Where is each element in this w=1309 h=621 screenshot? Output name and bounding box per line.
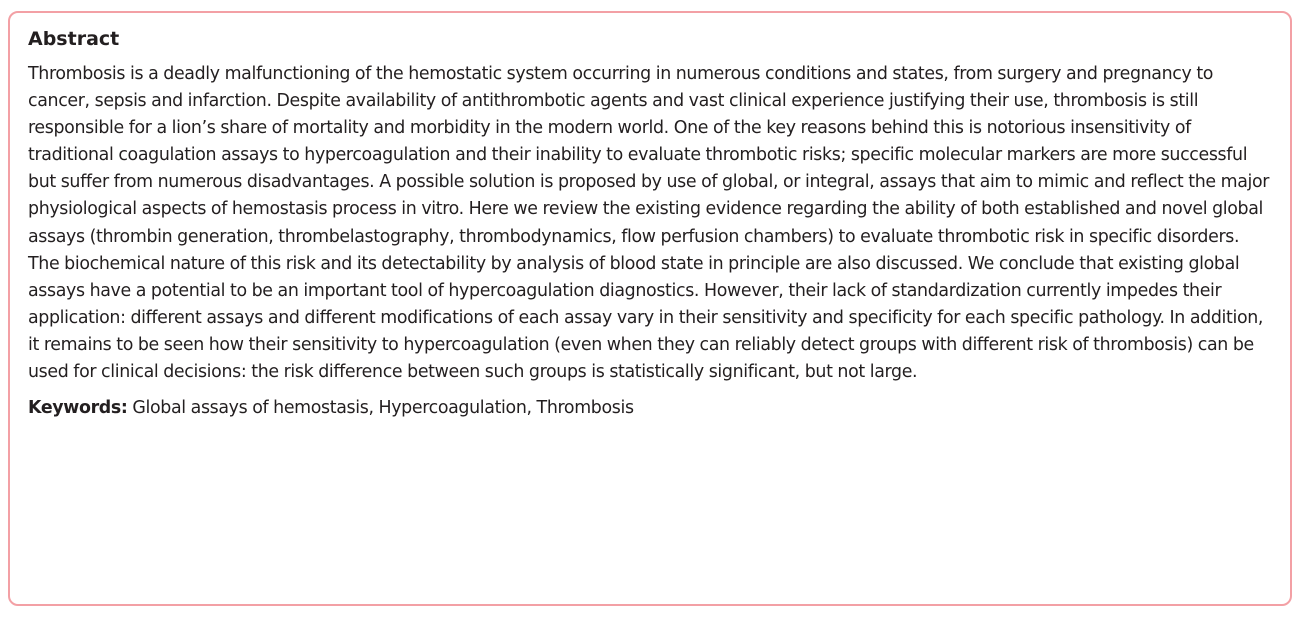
abstract-heading: Abstract [28,28,120,50]
keywords-line [28,396,1272,420]
abstract-body: Thrombosis is a deadly malfunctioning of the hemostatic system occurring in numerous conditions and states, from surgery and pregnancy to cancer, sepsis and infarction. Despite availability of antithrombotic agents and vast clinical experience justifying their use, thrombosis is still responsible for a lion’s share of mortality and morbidity in the modern world. One of the key reasons behind this is notorious insensitivity of traditional coagulation assays to hypercoagulation and their inability to evaluate thrombotic risks; specific molecular markers are more successful but suffer from numerous disadvantages. A possible solution is proposed by use of global, or integral, assays that aim to mimic and reflect the major physiological aspects of hemostasis process in vitro. Here we review the existing evidence regarding the ability of both established and novel global assays (thrombin generation, thrombelastography, thrombodynamics, flow perfusion chambers) to evaluate thrombotic risk in specific disorders. The biochemical nature of this risk and its detectability by analysis of blood state in principle are also discussed. We conclude that existing global assays have a potential to be an important tool of hypercoagulation diagnostics. However, their lack of standardization currently impedes their application: different assays and different modifications of each assay vary in their sensitivity and specificity for each specific pathology. In addition, it remains to be seen how their sensitivity to hypercoagulation (even when they can reliably detect groups with different risk of thrombosis) can be used for clinical decisions: the risk difference between such groups is statistically significant, but not large. [28,64,1270,383]
abstract-box [8,11,1292,606]
keywords-values: Global assays of hemostasis, Hypercoagulation, Thrombosis [132,398,634,419]
keywords-label: Keywords: [28,398,128,419]
